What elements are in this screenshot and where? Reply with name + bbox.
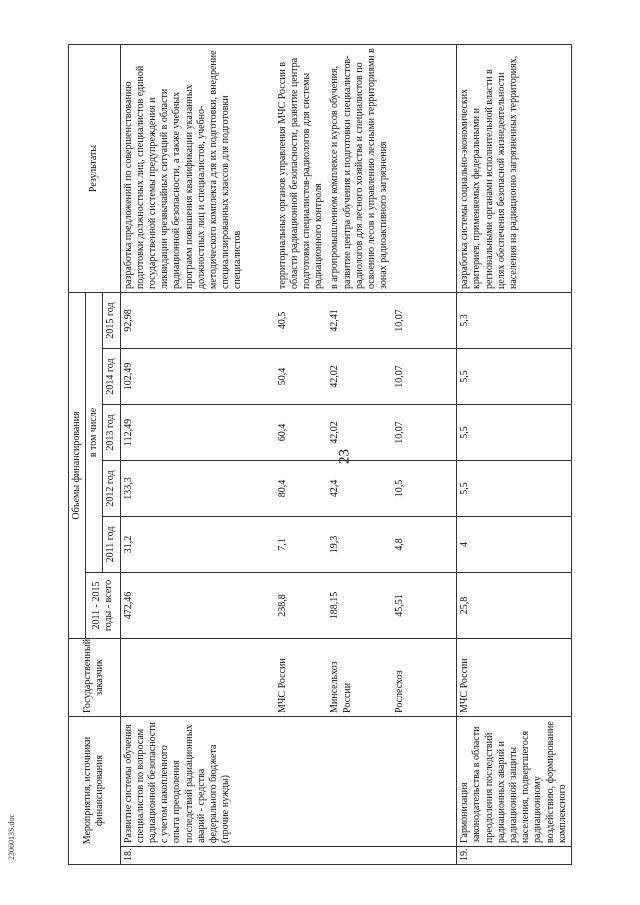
- result-text: территориальных органов управления МЧС России в области радиационной безопасности, развитие центра подготовки специалистов-радиологов для системы радиационного контроля: [275, 44, 328, 292]
- result-text: разработка системы социально-экономических критериев, применяемых федеральными и региональными органами исполнительной власти в целях обеспечения безопасной жизнедеятельности населения на радиационно загрязненных территориях,: [457, 44, 572, 292]
- value-2013: 5,5: [457, 404, 572, 460]
- activity-description: Гармонизация законодательства в области преодоления последствий радиационных аварий и радиационной защиты населения, подвергшегося радиационному воздействию, формирование комплексного: [457, 716, 572, 846]
- funding-table: [68, 44, 572, 865]
- value-2014: 102,49: [120, 348, 275, 404]
- row-number: 18.: [120, 847, 457, 865]
- value-2015: 10,07: [392, 292, 457, 348]
- value-2011: 4,8: [392, 516, 457, 572]
- value-2012: 5,5: [457, 460, 572, 516]
- header-2013: 2013 год: [103, 404, 120, 460]
- header-results: Результаты: [69, 44, 121, 292]
- result-text: [392, 44, 457, 292]
- value-2011: 7,1: [275, 516, 328, 572]
- value-2011: 19,3: [327, 516, 392, 572]
- value-2012: 80,4: [275, 460, 328, 516]
- value-2013: 112,49: [120, 404, 275, 460]
- header-activities: Мероприятия, источники финансирования: [69, 716, 121, 864]
- customer: МЧС России: [275, 638, 328, 716]
- total-value: 238,8: [275, 572, 328, 638]
- customer: МЧС России: [457, 638, 572, 716]
- total-value: 188,15: [327, 572, 392, 638]
- value-2015: 5,3: [457, 292, 572, 348]
- header-customer: Государственный заказчик: [69, 638, 121, 716]
- total-value: 472,46: [120, 572, 275, 638]
- result-text: разработка предложений по совершенствованию подготовки должностных лиц, специалистов единой государственной системы предупреждения и ликвидации чрезвычайных ситуаций в области радиационной безопасности, а также учебных программ повышения квалификации указанных должностных лиц и специалистов, учебно-методического комплекта для их подготовки, внедрение специализированных классов для подготовки специалистов: [120, 44, 275, 292]
- customer: Минсельхоз России: [327, 638, 392, 716]
- value-2011: 31,2: [120, 516, 275, 572]
- table-row: [457, 44, 572, 864]
- header-2012: 2012 год: [103, 460, 120, 516]
- header-including: в том числе: [86, 292, 103, 572]
- value-2012: 42,4: [327, 460, 392, 516]
- total-value: 45,51: [392, 572, 457, 638]
- value-2014: 42,02: [327, 348, 392, 404]
- activity-description: Развитие системы обучения специалистов по вопросам радиационной безопасности с учетом накопленного опыта преодоления последствий радиационных аварий - средства федерального бюджета (прочие нужды): [120, 716, 457, 846]
- document-filename: 2306013S.doc: [7, 814, 16, 860]
- customer: [120, 638, 275, 716]
- result-text: в агропромышленном комплексе и курсов обучения, развитие центра обучения и подготовки специалистов-радиологов для лесного хозяйства и специалистов по освоению лесов и управлению лесными территориями в зонах радиоактивного загрязнения: [327, 44, 392, 292]
- value-2014: 5,5: [457, 348, 572, 404]
- value-2015: 92,98: [120, 292, 275, 348]
- header-funding: Объемы финансирования: [69, 292, 86, 638]
- row-number: 19.: [457, 847, 572, 865]
- value-2012: 133,3: [120, 460, 275, 516]
- value-2013: 60,4: [275, 404, 328, 460]
- value-2013: 10,07: [392, 404, 457, 460]
- value-2013: 42,02: [327, 404, 392, 460]
- rotated-table-container: [68, 45, 640, 865]
- value-2014: 10,07: [392, 348, 457, 404]
- header-total: 2011 - 2015 годы - всего: [86, 572, 120, 638]
- total-value: 25,8: [457, 572, 572, 638]
- table-row: [120, 44, 275, 864]
- value-2015: 40,5: [275, 292, 328, 348]
- customer: Рослесхоз: [392, 638, 457, 716]
- page-number: 23: [336, 449, 353, 464]
- value-2011: 4: [457, 516, 572, 572]
- header-2011: 2011 год: [103, 516, 120, 572]
- header-2014: 2014 год: [103, 348, 120, 404]
- header-2015: 2015 год: [103, 292, 120, 348]
- value-2012: 10,5: [392, 460, 457, 516]
- value-2014: 50,4: [275, 348, 328, 404]
- value-2015: 42,41: [327, 292, 392, 348]
